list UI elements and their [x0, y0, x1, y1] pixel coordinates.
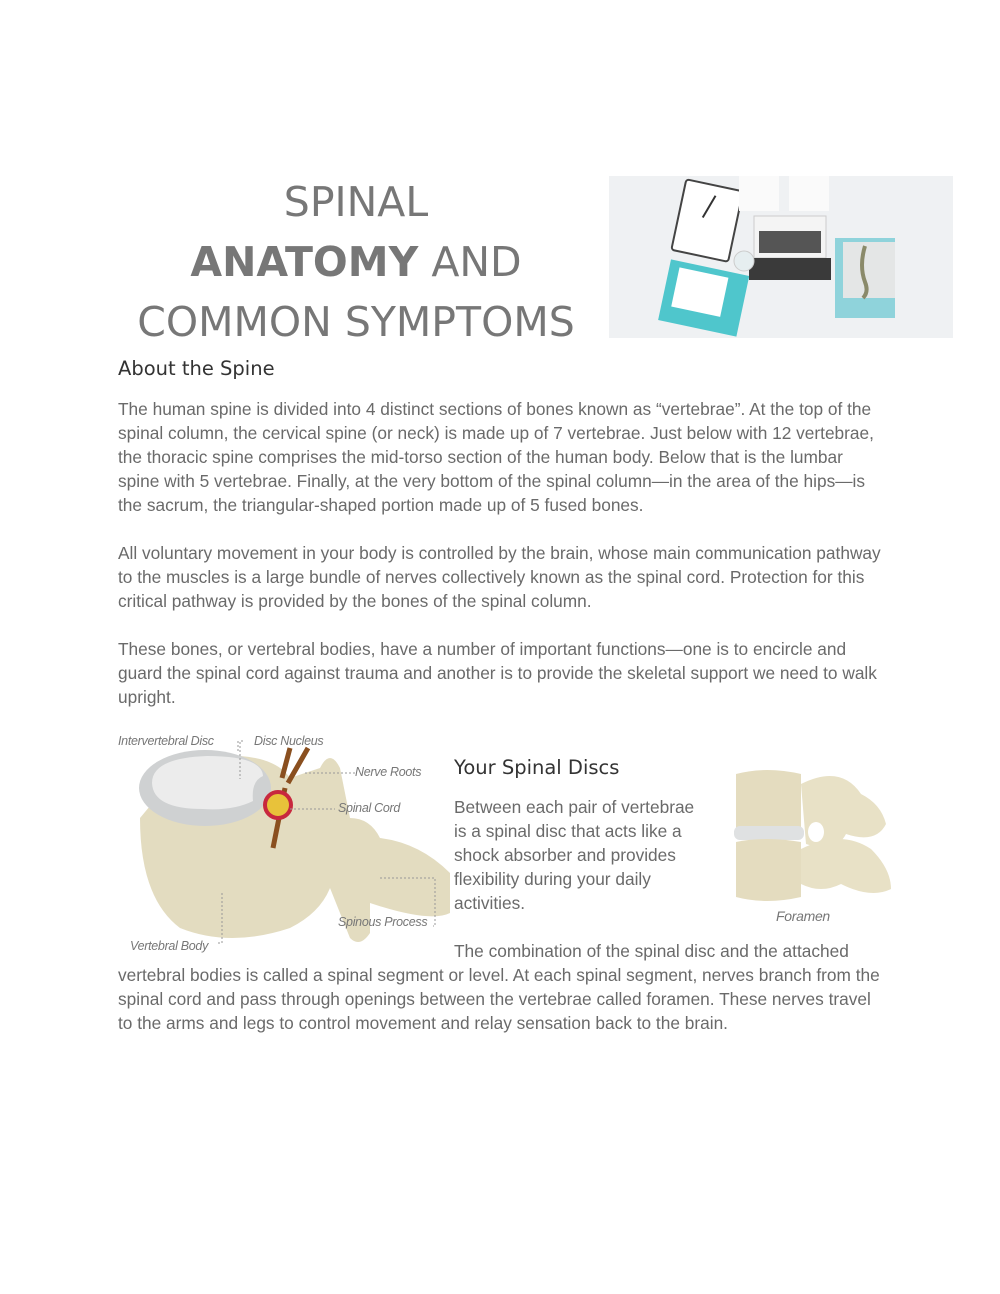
label-foramen: Foramen [776, 908, 830, 924]
label-vertebral-body: Vertebral Body [130, 939, 209, 953]
label-spinous-process: Spinous Process [338, 915, 428, 929]
vertebra-anatomy-diagram [110, 728, 450, 956]
section-heading-discs: Your Spinal Discs [454, 756, 620, 779]
discs-paragraph-2: The combination of the spinal disc and the attached vertebral bodies is called a spinal segment or level. At each spinal segment, nerves branch from the spinal cord and pass through openings between the vertebrae called foramen. These nerves travel to the arms and legs to control movement and relay sensation back to the brain. [118, 941, 880, 1033]
page-title [120, 172, 592, 352]
label-nerve-roots: Nerve Roots [355, 765, 422, 779]
hero-image-doctor-desk [609, 176, 953, 338]
spinal-segment-image [728, 764, 898, 928]
label-disc-nucleus: Disc Nucleus [254, 734, 324, 748]
title-line-2-rest: AND [418, 238, 522, 286]
discs-paragraph-1: Between each pair of vertebrae is a spinal disc that acts like a shock absorber and provides flexibility during your daily activities. [454, 797, 695, 913]
title-bold-word: ANATOMY [190, 238, 419, 286]
about-paragraph-2: All voluntary movement in your body is controlled by the brain, whose main communication pathway to the muscles is a large bundle of nerves collectively known as the spinal cord. Protection for this critical pathway is provided by the bones of the spinal column. [118, 543, 881, 611]
title-line-2 [120, 232, 592, 292]
label-spinal-cord: Spinal Cord [338, 801, 401, 815]
title-line-3: COMMON SYMPTOMS [137, 298, 575, 346]
about-paragraph-1: The human spine is divided into 4 distinct sections of bones known as “vertebrae”. At the top of the spinal column, the cervical spine (or neck) is made up of 7 vertebrae. Just below with 12 vertebrae, the thoracic spine comprises the mid-torso section of the human body. Below that is the lumbar spine with 5 vertebrae. Finally, at the very bottom of the spinal column—in the area of the hips—is the sacrum, the triangular-shaped portion made up of 5 fused bones. [118, 399, 874, 515]
label-intervertebral-disc: Intervertebral Disc [118, 734, 214, 748]
about-paragraph-3: These bones, or vertebral bodies, have a number of important functions—one is to encircle and guard the spinal cord against trauma and another is to provide the skeletal support we need to walk upright. [118, 639, 877, 707]
title-line-1: SPINAL [283, 178, 429, 226]
section-heading-about: About the Spine [118, 357, 275, 380]
